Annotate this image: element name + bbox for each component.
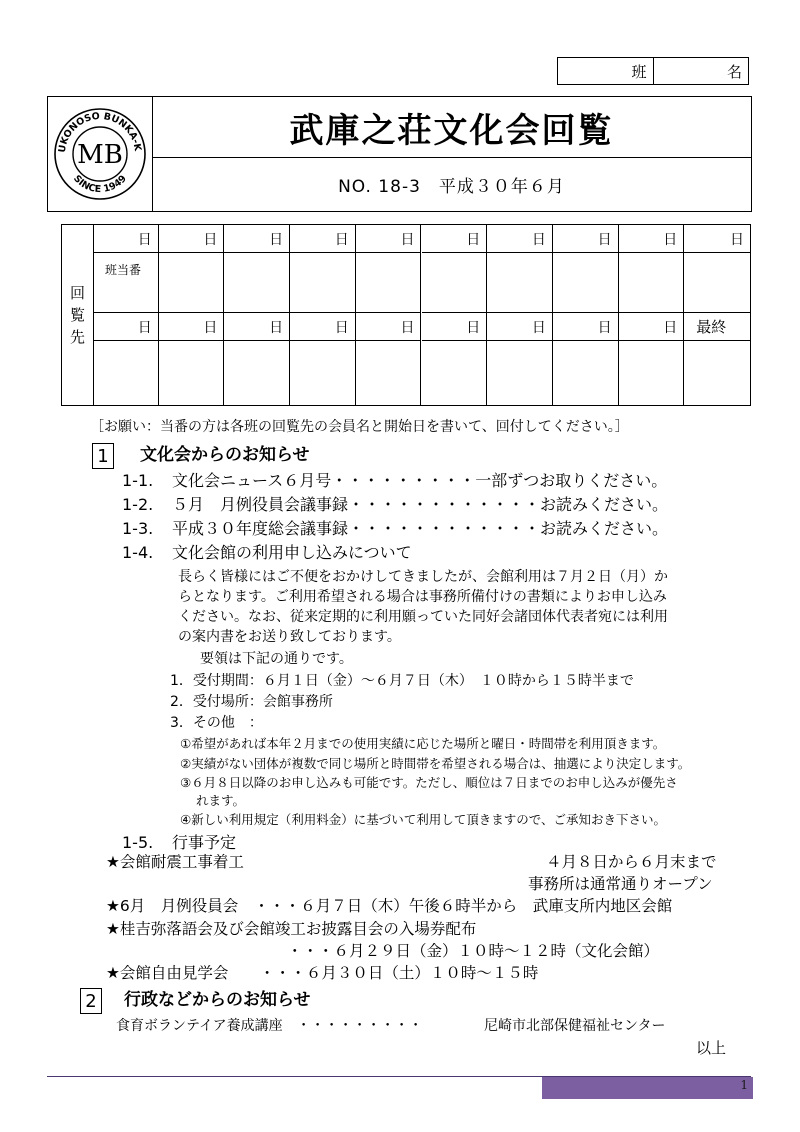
last-cell: 最終	[684, 313, 750, 341]
schedule-1-right: ４月８日から６月末まで	[546, 853, 717, 871]
circulation-label-char: 覧	[69, 306, 85, 324]
para-line-3: ください。なお、従来定期的に利用願っていた同好会諸団体代表者宛には利用	[178, 609, 668, 625]
item-1-3-no: 1-3.	[122, 519, 154, 538]
entry-cell	[422, 253, 488, 313]
schedule-5-left: ・・・６月２９日（金）１０時～１２時（文化会館）	[287, 942, 660, 960]
day-cell: 日	[422, 313, 488, 341]
item-1-1-text: 文化会ニュース６月号・・・・・・・・・一部ずつお取りください。	[172, 471, 668, 490]
day-cell: 日	[290, 313, 356, 341]
detail-3: 3．その他 ：	[170, 715, 263, 731]
logo-cell	[48, 97, 153, 211]
other-1: ①希望があれば本年２月までの使用実績に応じた場所と曜日・時間帯を利用頂きます。	[180, 736, 666, 751]
entry-cell	[684, 341, 750, 405]
day-cell: 日	[356, 313, 422, 341]
logo-center: MB	[77, 140, 123, 170]
detail-2: 2．受付場所：会館事務所	[170, 694, 333, 710]
para-line-4: の案内書をお送り致しております。	[178, 629, 401, 645]
class-name-box	[557, 57, 749, 85]
day-cell: 日	[290, 225, 356, 253]
circulation-label-char: 先	[69, 328, 85, 346]
guideline-note: 要領は下記の通りです。	[200, 651, 353, 667]
header-box	[47, 96, 752, 212]
section1-number: 1	[92, 443, 114, 469]
day-cell: 日	[93, 225, 159, 253]
day-cell: 日	[553, 225, 619, 253]
entry-cell	[159, 341, 225, 405]
mei-label: 名	[726, 62, 742, 81]
entry-cell	[290, 253, 356, 313]
mb-logo	[48, 97, 152, 211]
day-cell: 日	[159, 225, 225, 253]
other-2: ②実績がない団体が複数で同じ場所と時間帯を希望される場合は、抽選により決定します。	[180, 756, 691, 771]
footer-bar	[542, 1077, 753, 1099]
day-cell: 日	[356, 225, 422, 253]
section1-title: 文化会からのお知らせ	[140, 445, 310, 465]
entry-cell	[224, 253, 290, 313]
schedule-3-left: ★6月 月例役員会 ・・・６月７日（木）午後６時半から 武庫支所内地区会館	[106, 897, 673, 915]
item-1-5-no: 1-5.	[122, 833, 154, 852]
detail-1: 1．受付期間：６月１日（金）～６月７日（木） １０時から１５時半まで	[170, 673, 634, 689]
entry-cell	[553, 341, 619, 405]
item-1-2-text: ５月 月例役員会議事録・・・・・・・・・・・・お読みください。	[172, 495, 669, 514]
schedule-2-right: 事務所は通常通りオープン	[528, 875, 713, 893]
schedule-1-left: ★会館耐震工事着工	[106, 853, 244, 871]
section2-title: 行政などからのお知らせ	[124, 990, 311, 1010]
other-4: ④新しい利用規定（利用料金）に基づいて利用して頂きますので、ご承知おき下さい。	[180, 812, 666, 827]
circulation-label	[62, 225, 94, 405]
entry-cell	[422, 341, 488, 405]
circulation-grid	[61, 224, 751, 406]
entry-cell	[93, 341, 159, 405]
entry-cell	[159, 253, 225, 313]
day-cell: 日	[93, 313, 159, 341]
item-1-2-no: 1-2.	[122, 495, 154, 514]
circulation-label-char: 回	[69, 284, 85, 302]
item-1-1-no: 1-1.	[122, 471, 154, 490]
section2-line-left: 食育ボランテイア養成講座 ・・・・・・・・・	[116, 1018, 423, 1034]
section2-line-right: 尼崎市北部保健福祉センター	[484, 1018, 666, 1034]
other-3: ③６月８日以降のお申し込みも可能です。ただし、順位は７日までのお申し込みが優先さ	[180, 775, 678, 790]
closing: 以上	[696, 1039, 727, 1057]
day-cell: 日	[684, 225, 750, 253]
day-cell: 日	[487, 225, 553, 253]
para-line-1: 長らく皆様にはご不便をおかけしてきましたが、会館利用は７月２日（月）か	[178, 569, 668, 585]
day-cell: 日	[224, 313, 290, 341]
day-cell: 日	[422, 225, 488, 253]
entry-cell	[487, 253, 553, 313]
day-cell: 日	[619, 313, 685, 341]
page-title: 武庫之荘文化会回覧	[152, 97, 751, 158]
schedule-6-left: ★会館自由見学会 ・・・６月３０日（土）１０時～１５時	[106, 964, 539, 982]
logo-ring-top: UKONOSO BUNKA-K	[56, 110, 143, 154]
other-3-cont: れます。	[196, 793, 246, 808]
item-1-4-text: 文化会館の利用申し込みについて	[172, 543, 412, 562]
section2-number: 2	[80, 988, 102, 1014]
entry-cell	[619, 341, 685, 405]
item-1-4-no: 1-4.	[122, 543, 154, 562]
entry-cell: 班当番	[93, 253, 159, 313]
entry-cell	[290, 341, 356, 405]
entry-cell	[684, 253, 750, 313]
day-cell: 日	[487, 313, 553, 341]
entry-cell	[619, 253, 685, 313]
logo-ring-bottom: SINCE 1949	[71, 173, 129, 196]
item-1-3-text: 平成３０年度総会議事録・・・・・・・・・・・・お読みください。	[172, 519, 669, 538]
entry-cell	[487, 341, 553, 405]
day-cell: 日	[224, 225, 290, 253]
item-1-5-text: 行事予定	[172, 833, 237, 852]
issue-line: NO. 18-3 平成３０年６月	[338, 177, 565, 197]
entry-cell	[553, 253, 619, 313]
schedule-4-left: ★桂吉弥落語会及び会館竣工お披露目会の入場券配布	[106, 920, 477, 938]
day-cell: 日	[619, 225, 685, 253]
entry-cell	[356, 341, 422, 405]
para-line-2: らとなります。ご利用希望される場合は事務所備付けの書類によりお申し込み	[178, 589, 667, 605]
request-note: ［お願い：当番の方は各班の回覧先の会員名と開始日を書いて、回付してください。］	[90, 419, 629, 435]
day-cell: 日	[553, 313, 619, 341]
page-number: 1	[740, 1078, 748, 1092]
entry-cell	[224, 341, 290, 405]
day-cell: 日	[159, 313, 225, 341]
han-label: 班	[558, 58, 654, 84]
entry-cell	[356, 253, 422, 313]
